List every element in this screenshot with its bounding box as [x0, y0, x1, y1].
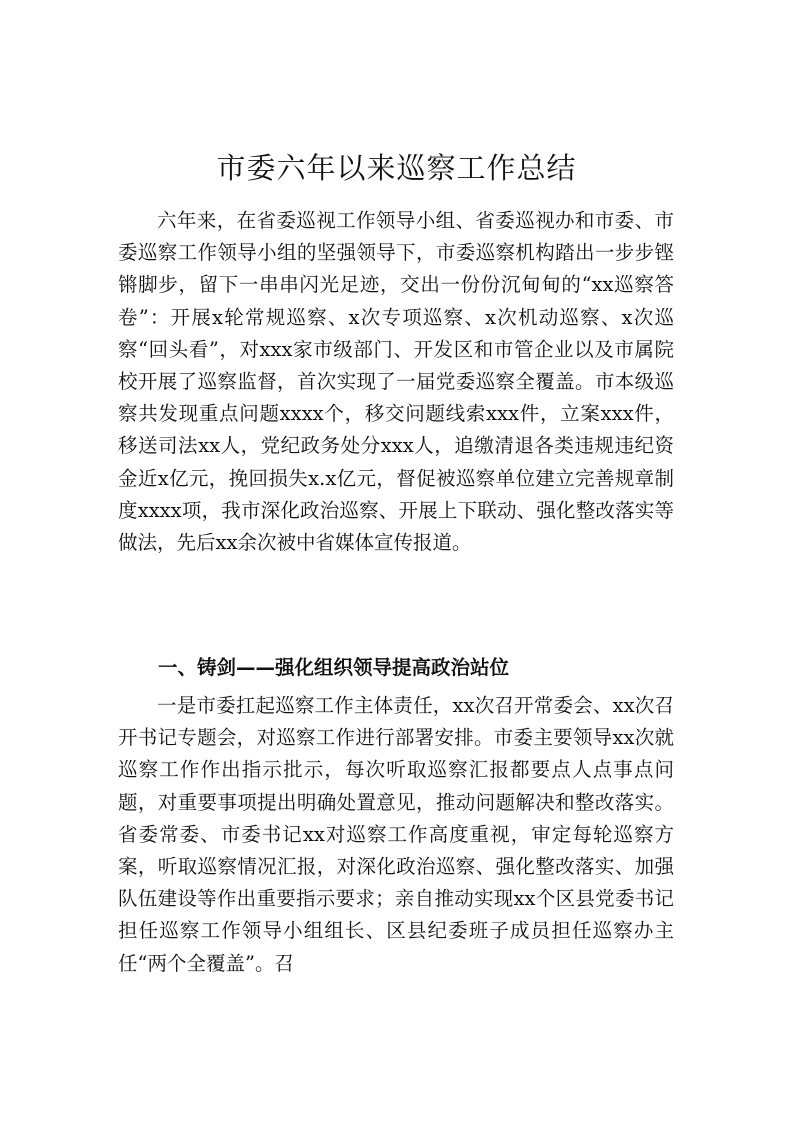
document-title: 市委六年以来巡察工作总结 [216, 151, 577, 185]
paragraph-section-1: 一是市委扛起巡察工作主体责任，xx次召开常委会、xx次召开书记专题会，对巡察工作进行部署安排。市委主要领导xx次就巡察工作作出指示批示，每次听取巡察汇报都要点人点事点问题，对重要事项提出明确处置意见，推动问题解决和整改落实。省委常委、市委书记xx对巡察工作高度重视，审定每轮巡察方案，听取巡察情况汇报，对深化政治巡察、强化整改落实、加强队伍建设等作出重要指示要求；亲自推动实现xx个区县党委书记担任巡察工作领导小组组长、区县纪委班子成员担任巡察办主任“两个全覆盖”。召 [118, 694, 674, 975]
paragraph-intro: 六年来，在省委巡视工作领导小组、省委巡视办和市委、市委巡察工作领导小组的坚强领导下，市委巡察机构踏出一步步铿锵脚步，留下一串串闪光足迹，交出一份份沉甸甸的“xx巡察答卷”：开展x轮常规巡察、x次专项巡察、x次机动巡察、x次巡察“回头看”，对xxx家市级部门、开发区和市管企业以及市属院校开展了巡察监督，首次实现了一届党委巡察全覆盖。市本级巡察共发现重点问题xxxx个，移交问题线索xxx件，立案xxx件，移送司法xx人，党纪政务处分xxx人，追缴清退各类违规违纪资金近x亿元，挽回损失x.x亿元，督促被巡察单位建立完善规章制度xxxx项，我市深化政治巡察、开展上下联动、强化整改落实等做法，先后xx余次被中省媒体宣传报道。 [118, 209, 674, 555]
section-heading-1: 一、铸剑——强化组织领导提高政治站位 [158, 656, 510, 679]
